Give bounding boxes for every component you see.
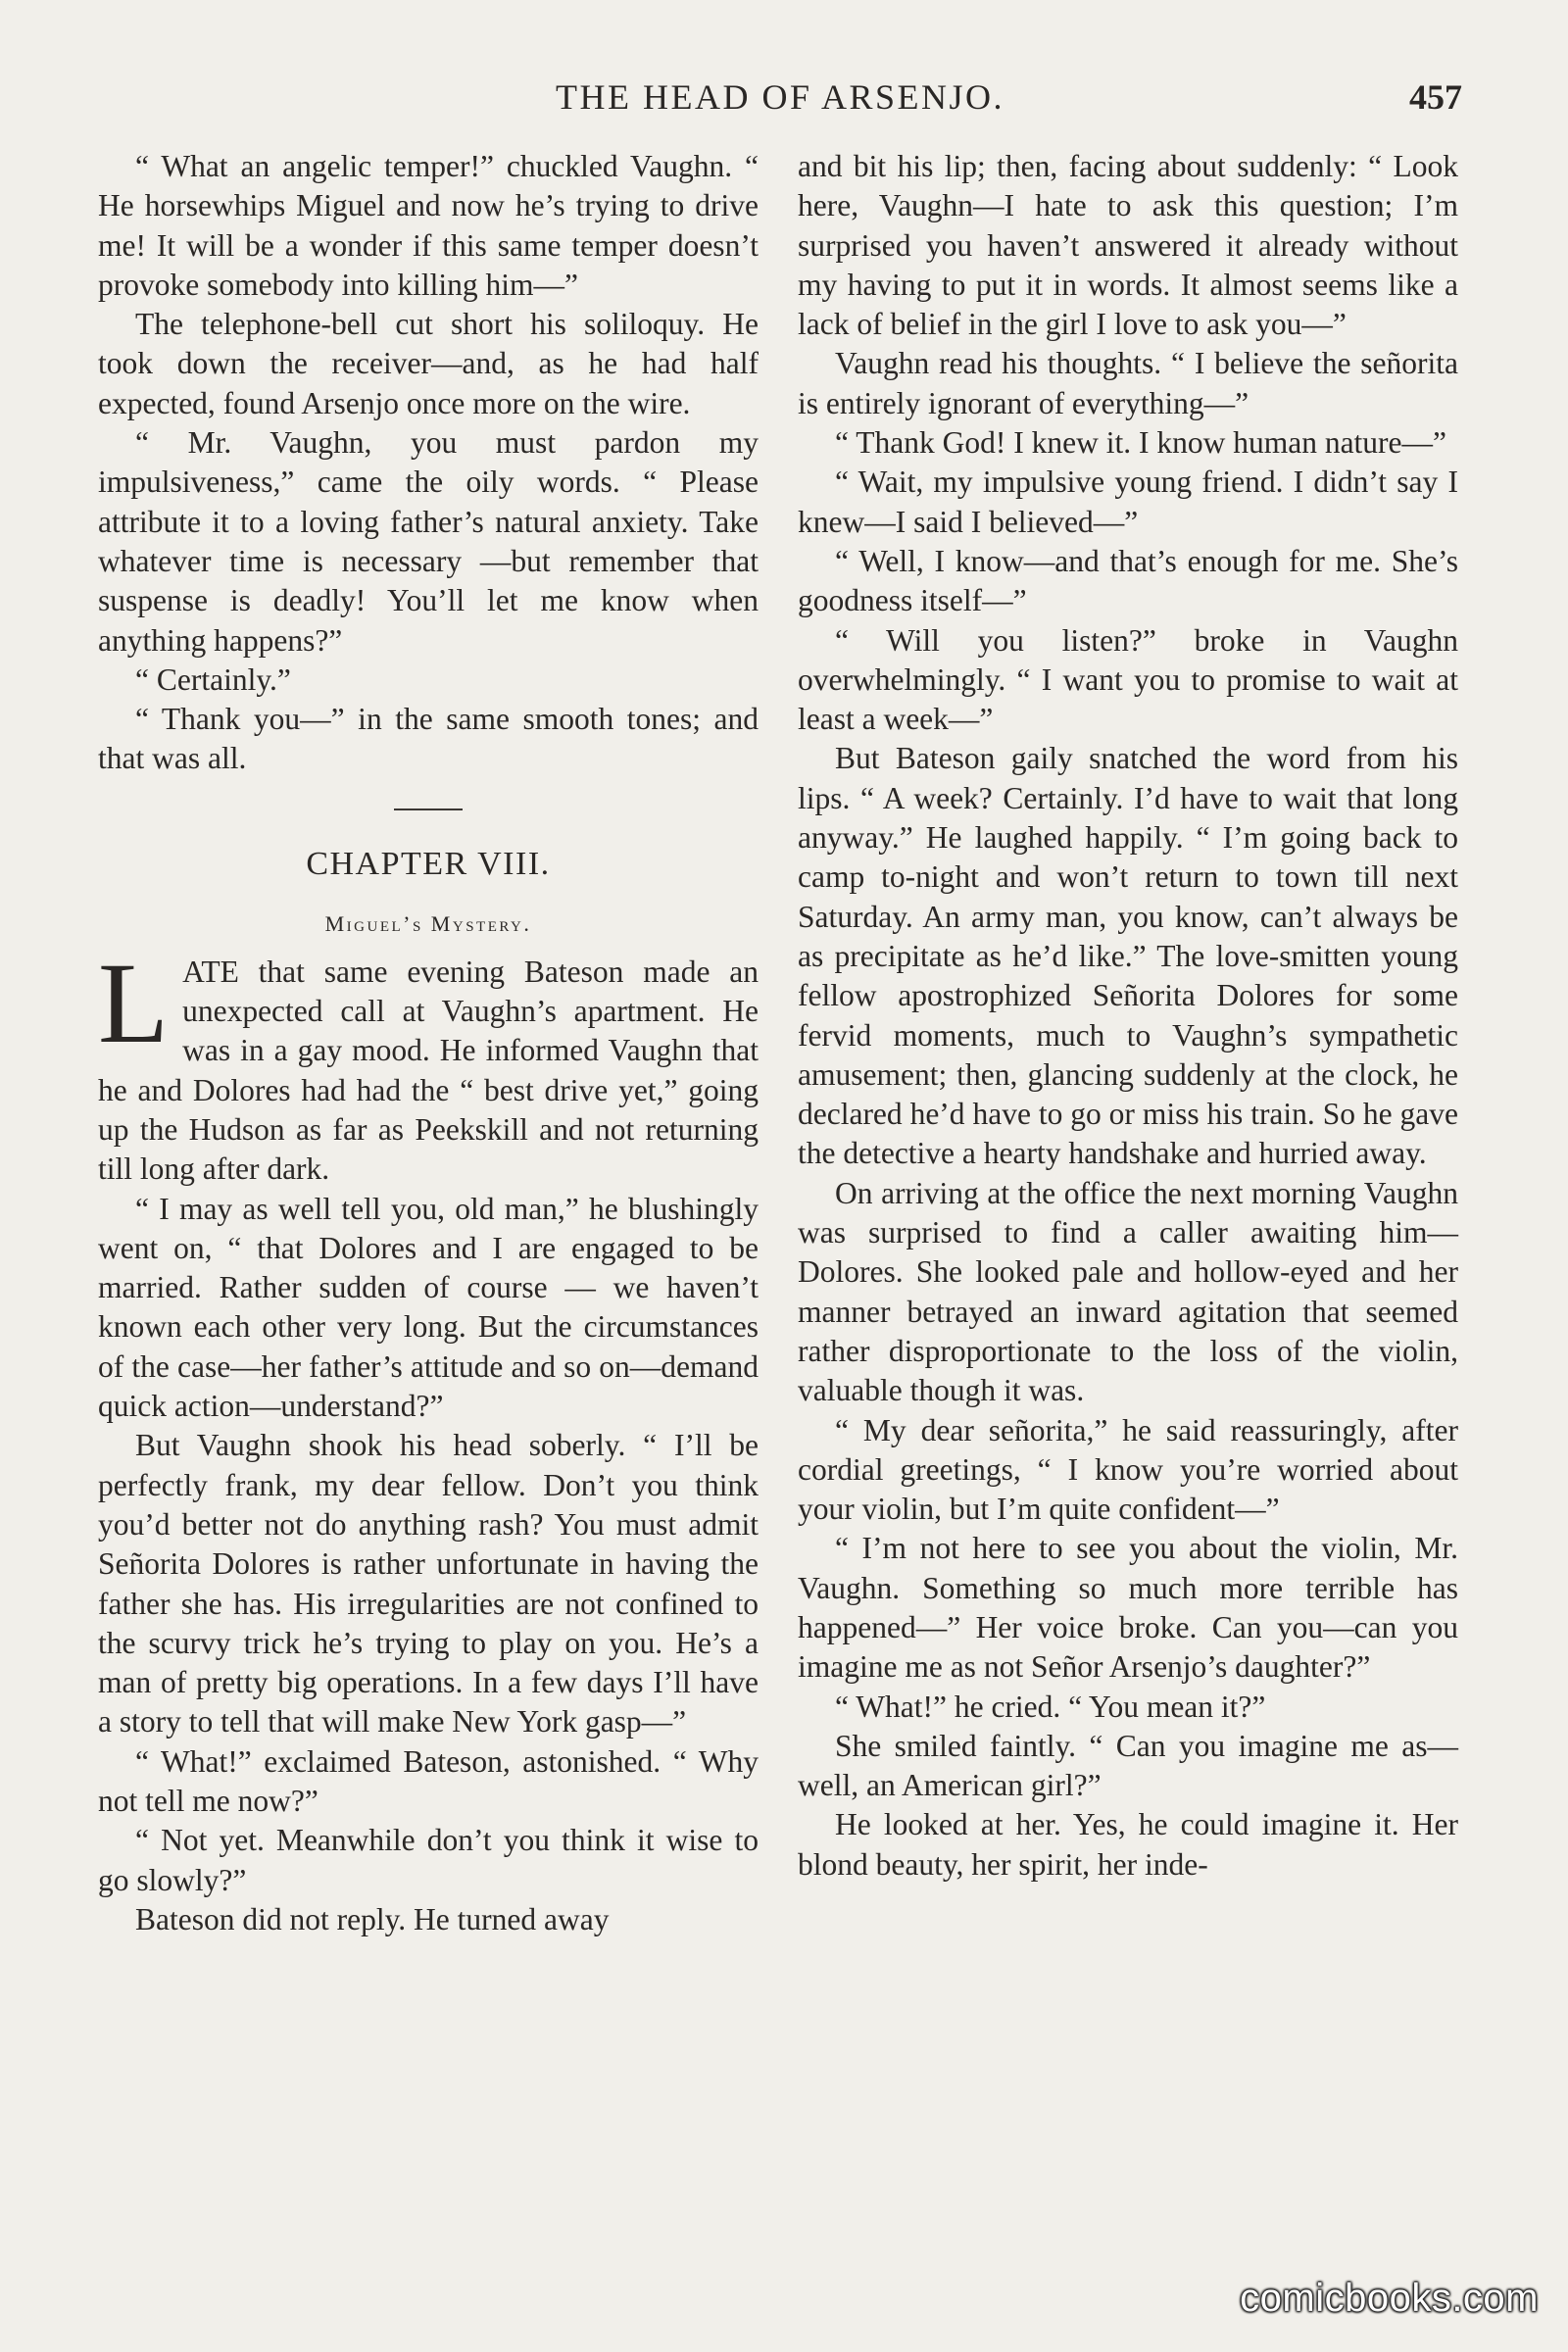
left-column [98, 147, 759, 1939]
paragraph: “ What!” exclaimed Bateson, astonished. “ Why not tell me now?” [98, 1743, 759, 1818]
chapter-title: CHAPTER VIII. [306, 845, 551, 882]
page-header [98, 76, 1462, 125]
paragraph: “ Certainly.” [135, 662, 291, 697]
paragraph: “ Mr. Vaughn, you must pardon my impulsiveness,” came the oily words. “ Please attribute it to a loving father’s natural anxiety. Take whatever time is necessary —but remember that suspense is deadly! You’ll let me know when anything happens?” [98, 425, 759, 658]
paragraph: “ Thank you—” in the same smooth tones; and that was all. [98, 702, 759, 776]
paragraph: On arriving at the office the next morning Vaughn was surprised to find a caller awaiting him—Dolores. She looked pale and hollow-eyed and her manner betrayed an inward agitation that seemed rather disproportionate to the loss of the violin, valuable though it was. [798, 1175, 1458, 1408]
paragraph: “ I’m not here to see you about the violin, Mr. Vaughn. Something so much more terrible has happened—” Her voice broke. Can you—can you imagine me as not Señor Arsenjo’s daughter?” [798, 1531, 1458, 1685]
paragraph: “ What an angelic temper!” chuckled Vaughn. “ He horsewhips Miguel and now he’s trying to drive me! It will be a wonder if this same temper doesn’t provoke somebody into killing him—” [98, 149, 759, 302]
right-column [798, 147, 1458, 1885]
watermark: comicbooks.com [1240, 2277, 1539, 2320]
paragraph: He looked at her. Yes, he could imagine it. Her blond beauty, her spirit, her inde- [798, 1807, 1458, 1882]
drop-cap: L [98, 938, 170, 1067]
paragraph: “ I may as well tell you, old man,” he blushingly went on, “ that Dolores and I are engaged to be married. Rather sudden of course — we haven’t known each other very long. But the circumstances of the case—her father’s attitude and so on—demand quick action—understand?” [98, 1191, 759, 1424]
section-divider [394, 808, 463, 810]
opening-paragraph [98, 938, 759, 1190]
paragraph: “ Not yet. Meanwhile don’t you think it wise to go slowly?” [98, 1823, 759, 1897]
paragraph: But Bateson gaily snatched the word from his lips. “ A week? Certainly. I’d have to wait that long anyway.” He laughed happily. “ I’m going back to camp to-night and won’t return to town till next Saturday. An army man, you know, can’t always be as precipitate as he’d like.” The love-smitten young fellow apostrophized Señorita Dolores for some fervid moments, much to Vaughn’s sympathetic amusement; then, glancing suddenly at the clock, he declared he’d have to go or miss his train. So he gave the detective a hearty handshake and hurried away. [798, 741, 1458, 1171]
paragraph: “ Will you listen?” broke in Vaughn overwhelmingly. “ I want you to promise to wait at least a week—” [798, 622, 1458, 737]
running-title: THE HEAD OF ARSENJO. [555, 77, 1005, 117]
paragraph: “ My dear señorita,” he said reassuringly, after cordial greetings, “ I know you’re worried about your violin, but I’m quite confident—” [798, 1412, 1458, 1527]
opening-text: ATE that same evening Bateson made an unexpected call at Vaughn’s apartment. He was in a gay mood. He informed Vaughn that he and Dolores had had the “ best drive yet,” going up the Hudson as far as Peekskill and not returning till long after dark. [98, 954, 759, 1187]
paragraph: “ Thank God! I knew it. I know human nature—” [835, 425, 1447, 461]
paragraph: She smiled faintly. “ Can you imagine me as—well, an American girl?” [798, 1728, 1458, 1803]
chapter-subtitle: Miguel’s Mystery. [324, 910, 532, 936]
paragraph: The telephone-bell cut short his soliloquy. He took down the receiver—and, as he had half expected, found Arsenjo once more on the wire. [98, 307, 759, 420]
paragraph: Bateson did not reply. He turned away [135, 1901, 610, 1936]
paragraph: Vaughn read his thoughts. “ I believe the señorita is entirely ignorant of everything—” [798, 346, 1458, 420]
paragraph: “ What!” he cried. “ You mean it?” [835, 1689, 1266, 1724]
paragraph: “ Wait, my impulsive young friend. I didn’t say I knew—I said I believed—” [798, 465, 1458, 539]
paragraph-continued: and bit his lip; then, facing about suddenly: “ Look here, Vaughn—I hate to ask this question; I’m surprised you haven’t answered it already without my having to put it in words. It almost seems like a lack of belief in the girl I love to ask you—” [798, 149, 1458, 342]
paragraph: But Vaughn shook his head soberly. “ I’ll be perfectly frank, my dear fellow. Don’t you think you’d better not do anything rash? You must admit Señorita Dolores is rather unfortunate in having the father she has. His irregularities are not confined to the scurvy trick he’s trying to play on you. He’s a man of pretty big operations. In a few days I’ll have a story to tell that will make New York gasp—” [98, 1428, 759, 1740]
paragraph: “ Well, I know—and that’s enough for me. She’s goodness itself—” [798, 543, 1458, 618]
page-number: 457 [1409, 77, 1462, 117]
